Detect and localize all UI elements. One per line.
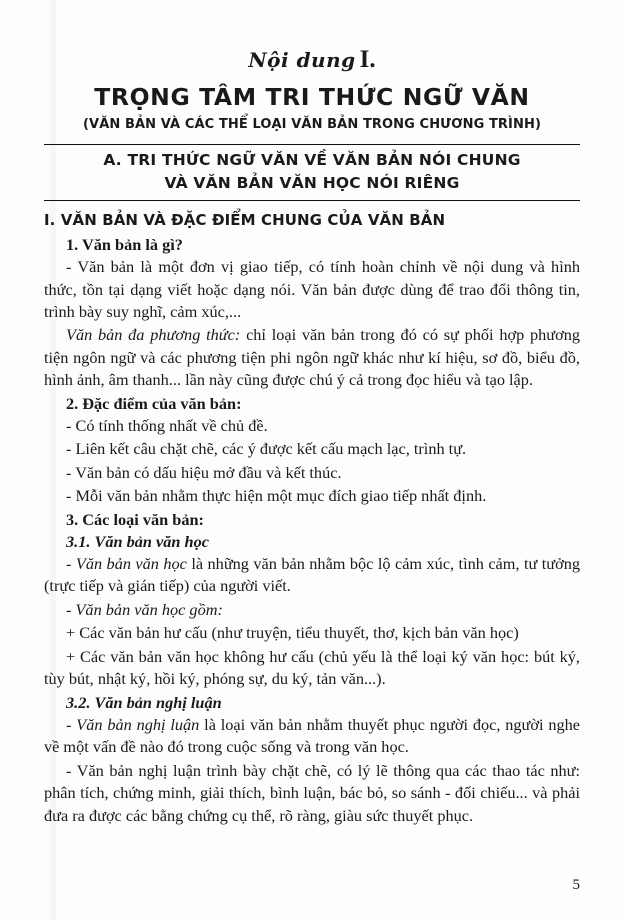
subsection-31-heading: 3.1. Văn bản văn học — [66, 531, 209, 551]
subsection-32-heading: 3.2. Văn bản nghị luận — [66, 692, 222, 712]
subsection-31-paragraph-1: - Văn bản văn học là những văn bản nhằm bộc lộ cảm xúc, tình cảm, tư tưởng (trực tiếp và gián tiếp) của người viết. — [44, 553, 581, 596]
subsection-1-heading: 1. Văn bản là gì? — [66, 235, 183, 255]
section-a-heading — [44, 144, 580, 202]
subsection-32-paragraph-1-text: là loại văn bản nhằm thuyết phục người đọc, người nghe về một vấn đề nào đó trong cuộc sống và trong văn học. — [44, 714, 580, 757]
subsection-2-item-2: - Liên kết câu chặt chẽ, các ý được kết cấu mạch lạc, trình tự. — [66, 439, 467, 459]
subsection-2-item-3: - Văn bản có dấu hiệu mở đầu và kết thúc. — [66, 462, 342, 482]
section-a-heading-line2: VÀ VĂN BẢN VĂN HỌC NÓI RIÊNG — [164, 173, 460, 192]
page-subtitle: (VĂN BẢN VÀ CÁC THỂ LOẠI VĂN BẢN TRONG CHƯƠNG TRÌNH) — [83, 116, 541, 132]
subsection-1-paragraph-1: - Văn bản là một đơn vị giao tiếp, có tính hoàn chỉnh về nội dung và hình thức, tồn tại dạng viết hoặc dạng nói. Văn bản được dùng để trao đổi thông tin, trình bày suy nghĩ, cảm xúc,... — [44, 257, 580, 321]
subsection-32-term-1: Văn bản nghị luận — [76, 714, 200, 734]
section-i-heading: I. VĂN BẢN VÀ ĐẶC ĐIỂM CHUNG CỦA VĂN BẢN — [44, 211, 446, 230]
subsection-3-heading: 3. Các loại văn bản: — [66, 509, 204, 529]
subsection-31-term-1: Văn bản văn học — [75, 553, 187, 573]
subsection-31-paragraph-4: + Các văn bản văn học không hư cấu (chủ yếu là thể loại ký văn học: bút ký, tùy bút, nhật ký, hồi ký, phóng sự, du ký, tản văn...). — [44, 646, 580, 689]
subsection-1-paragraph-2 — [44, 324, 580, 391]
subsection-31-paragraph-2: - Văn bản văn học gồm: — [66, 599, 223, 619]
content-heading-label: Nội dung — [248, 48, 356, 72]
subsection-31-paragraph-3: + Các văn bản hư cấu (như truyện, tiểu thuyết, thơ, kịch bản văn học) — [66, 623, 519, 643]
page-title: TRỌNG TÂM TRI THỨC NGỮ VĂN — [94, 82, 530, 111]
subsection-32-paragraph-1: - Văn bản nghị luận là loại văn bản nhằm thuyết phục người đọc, người nghe về một vấn đề nào đó trong cuộc sống và trong văn học. — [44, 714, 580, 757]
subsection-1-term-2: Văn bản đa phương thức: — [66, 325, 241, 345]
content-heading-number: I. — [359, 46, 376, 73]
subsection-2-heading: 2. Đặc điểm của văn bản: — [66, 393, 242, 413]
content-heading — [44, 46, 580, 74]
subsection-2-item-4: - Mỗi văn bản nhằm thực hiện một mục đích giao tiếp nhất định. — [66, 486, 487, 506]
subsection-32-paragraph-2: - Văn bản nghị luận trình bày chặt chẽ, có lý lẽ thông qua các thao tác như: phân tích, chứng minh, giải thích, bình luận, bác bỏ, so sánh - đối chiếu... và phải đưa ra được các bằng chứng cụ thể, rõ ràng, giàu sức thuyết phục. — [44, 760, 580, 825]
subsection-1-paragraph-2-text: chỉ loại văn bản trong đó có sự phối hợp phương tiện ngôn ngữ và các phương tiện phi ngôn ngữ khác như kí hiệu, sơ đồ, biểu đồ, hình ảnh, âm thanh... lần này cũng được chú ý cả trong đọc hiểu và tạo lập. — [44, 325, 580, 390]
subsection-2-item-1: - Có tính thống nhất về chủ đề. — [66, 415, 268, 435]
section-a-heading-line1: A. TRI THỨC NGỮ VĂN VỀ VĂN BẢN NÓI CHUNG — [103, 150, 521, 169]
subsection-31-paragraph-1-text: là những văn bản nhằm bộc lộ cảm xúc, tình cảm, tư tưởng (trực tiếp và gián tiếp) của người viết. — [44, 553, 581, 596]
page-number: 5 — [572, 877, 580, 893]
